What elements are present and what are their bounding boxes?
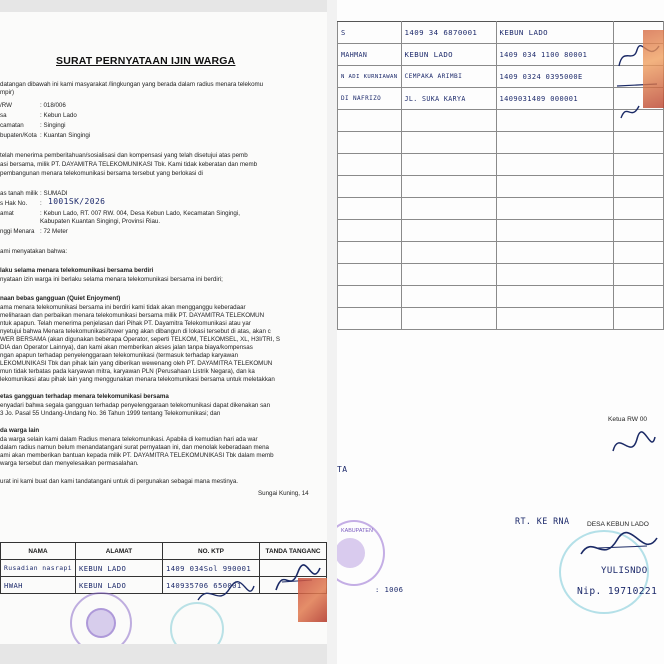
table-cell <box>338 286 402 308</box>
table-cell <box>613 176 663 198</box>
table-row <box>338 132 664 154</box>
field-label: /RW <box>0 102 12 109</box>
section-body: nyetujui bahwa Menara telekomunikasi/tower yang akan dibangun di lokasi tersebut di atas, akan c <box>0 328 271 335</box>
stamp-text: KABUPATEN <box>341 528 373 534</box>
table-row <box>338 154 664 176</box>
stamp-emblem <box>86 608 116 638</box>
table-cell <box>338 154 402 176</box>
table-cell <box>496 264 613 286</box>
table-row <box>338 242 664 264</box>
table-cell <box>401 308 496 330</box>
table-cell <box>496 176 613 198</box>
table-cell <box>613 220 663 242</box>
section-body: warga tersebut dan menyelesaikan permasalahan. <box>0 460 139 467</box>
table-cell <box>613 286 663 308</box>
table-cell: 1409 034 1100 80001 <box>496 44 613 66</box>
table-cell: DI NAFRIZO <box>338 88 402 110</box>
section-body: nyataan izin warga ini berlaku selama menara telekomunikasi bersama ini berdiri; <box>0 276 223 283</box>
table-cell: 1409 034Sol 990001 <box>162 560 259 577</box>
table-cell <box>338 308 402 330</box>
table-cell: KEBUN LADO <box>75 577 162 594</box>
table-cell: 1409031409 000001 <box>496 88 613 110</box>
ketua-rw-label: Ketua RW 00 <box>608 416 648 423</box>
section-body: LEKOMUNIKASI Tbk dan pihak lain yang diberikan wewenang oleh PT. DAYAMITRA TELEKOMUN <box>0 360 273 367</box>
field-value: : Kebun Lado, RT. 007 RW. 004, Desa Kebun Lado, Kecamatan Singingi, <box>40 210 240 217</box>
table-cell <box>338 198 402 220</box>
table-cell <box>613 132 663 154</box>
table-cell <box>401 286 496 308</box>
table-header-row <box>1 543 327 560</box>
table-cell <box>613 154 663 176</box>
section-body: meliharaan dan perbaikan menara telekomunikasi bersama milik PT. DAYAMITRA TELEKOMUN <box>0 312 265 319</box>
field-label: sa <box>0 112 7 119</box>
table-cell <box>338 176 402 198</box>
table-cell <box>401 154 496 176</box>
table-row <box>338 286 664 308</box>
signer-name: YULISNDO <box>601 566 648 576</box>
table-cell <box>496 154 613 176</box>
table-cell <box>496 110 613 132</box>
table-cell <box>613 264 663 286</box>
table-cell: KEBUN LADO <box>496 22 613 44</box>
table-cell <box>338 132 402 154</box>
field-value: : 018/006 <box>40 102 66 109</box>
village-head-signature <box>577 530 661 570</box>
field-value: : Kuantan Singingi <box>40 132 91 139</box>
handwritten-hak-number: 1001SK/2026 <box>48 197 106 206</box>
section-body: mun tidak terbatas pada karyawan mitra, karyawan PLN (Perusahaan Listrik Negara), dan ka <box>0 368 255 375</box>
table-cell: CEMPAKA ARIMBI <box>401 66 496 88</box>
table-header-cell: NAMA <box>1 543 76 560</box>
table-cell <box>613 242 663 264</box>
table-cell <box>613 308 663 330</box>
table-cell <box>496 220 613 242</box>
revenue-stamp <box>298 578 327 622</box>
table-header-cell: TANDA TANGANC <box>259 543 326 560</box>
table-row <box>338 198 664 220</box>
table-cell <box>401 264 496 286</box>
section-body: ami akan memberikan bantuan kepada milik PT. DAYAMITRA TELEKOMUNIKASI Tbk dalam memb <box>0 452 274 459</box>
paragraph-line: telah menerima pemberitahuan/sosialisasi dan kompensasi yang telah disetujui atas pemb <box>0 152 248 159</box>
table-header-cell: ALAMAT <box>75 543 162 560</box>
section-body: ama menara telekomunikasi bersama ini berdiri kami tidak akan mengganggu keberadaar <box>0 304 246 311</box>
table-cell <box>613 198 663 220</box>
section-body: dalam radius namun belum menandatangani surat pernyataan ini, dan menolak keberadaan mena <box>0 444 269 451</box>
table-cell: KEBUN LADO <box>75 560 162 577</box>
table-cell <box>401 176 496 198</box>
table-cell: 140935706 650001 <box>162 577 259 594</box>
statement-line: ami menyatakan bahwa: <box>0 248 68 255</box>
stamp-fragment: : 1006 <box>375 585 404 594</box>
left-document-page <box>0 12 327 644</box>
section-body: DIA dan Operator Lainnya), dan kami akan memberikan akses jalan tanpa biaya/kompensas <box>0 344 253 351</box>
table-cell: HWAH <box>1 577 76 594</box>
field-label: as tanah milik <box>0 190 38 197</box>
table-cell: JL. SUKA KARYA <box>401 88 496 110</box>
rt-label: RT. KE RNA <box>515 516 570 526</box>
table-cell <box>401 242 496 264</box>
table-header-cell: NO. KTP <box>162 543 259 560</box>
bottom-margin <box>0 644 327 664</box>
page-fragment-text: TA <box>337 465 348 474</box>
signer-nip: Nip. 19710221 <box>577 586 658 597</box>
section-body: WER BERSAMA (akan digunakan beberapa Operator, seperti TELKOM, TELKOMSEL, XL, H3I/TRI, S <box>0 336 281 343</box>
section-title: naan bebas gangguan (Quiet Enjoyment) <box>0 295 121 302</box>
table-cell <box>401 132 496 154</box>
section-title: da warga lain <box>0 427 40 434</box>
revenue-stamp <box>643 30 664 108</box>
section-body: lekomunikasi atau pihak lain yang menggunakan menara telekomunikasi bersama untuk meletakkan <box>0 376 275 383</box>
right-document-page <box>337 0 664 664</box>
table-cell <box>338 220 402 242</box>
table-cell: N ADI KURNIAWAN <box>338 66 402 88</box>
field-label: bupaten/Kota <box>0 132 37 139</box>
field-label: camatan <box>0 122 24 129</box>
field-value: : 72 Meter <box>40 228 68 235</box>
table-cell: 1409 0324 0395000E <box>496 66 613 88</box>
page-divider <box>327 0 337 664</box>
section-title: etas gangguan terhadap menara telekomunikasi bersama <box>0 393 169 400</box>
table-cell <box>496 198 613 220</box>
table-cell: 1409 34 6870001 <box>401 22 496 44</box>
table-row <box>338 176 664 198</box>
section-body: da warga selain kami dalam Radius menara telekomunikasi. Apabila di kemudian hari ada war <box>0 436 258 443</box>
table-cell <box>338 242 402 264</box>
table-cell <box>401 110 496 132</box>
place-date: Sungai Kuning, 14 <box>258 490 309 497</box>
table-cell <box>338 110 402 132</box>
table-cell: MAHMAN <box>338 44 402 66</box>
table-cell <box>496 242 613 264</box>
table-cell: Rusadian nasrapi <box>1 560 76 577</box>
table-cell: KEBUN LADO <box>401 44 496 66</box>
table-cell: S <box>338 22 402 44</box>
top-margin <box>0 0 327 12</box>
field-label: amat <box>0 210 14 217</box>
table-cell <box>496 132 613 154</box>
paragraph-line: pembangunan menara telekomunikasi bersama tersebut yang berlokasi di <box>0 170 203 177</box>
table-row <box>338 264 664 286</box>
intro-line: mpir) <box>0 89 15 96</box>
intro-line: datangan dibawah ini kami masyarakat /lingkungan yang berada dalam radius menara telekomu <box>0 81 264 88</box>
section-body: 3 Jo. Pasal 55 Undang-Undang No. 36 Tahun 1999 tentang Telekomunikasi; dan <box>0 410 221 417</box>
section-body: enyadari bahwa segala gangguan terhadap penyelenggaraan telekomunikasi dapat dikenakan san <box>0 402 271 409</box>
table-cell <box>401 220 496 242</box>
field-label: nggi Menara <box>0 228 35 235</box>
closing-line: urat ini kami buat dan kami tandatangani untuk di pergunakan sebagai mana mestinya. <box>0 478 239 485</box>
field-value: : SUMADI <box>40 190 68 197</box>
table-row <box>338 220 664 242</box>
field-value: : Kebun Lado <box>40 112 77 119</box>
section-body: ngan apapun terhadap penyelenggaraan telekomunikasi (termasuk terhadap karyawan <box>0 352 239 359</box>
table-cell <box>338 264 402 286</box>
section-title: laku selama menara telekomunikasi bersama berdiri <box>0 267 154 274</box>
table-cell <box>496 308 613 330</box>
section-body: ntuk apapun. Telah menerima penjelasan dari Pihak PT. Dayamitra Telekomunikasi atau yar <box>0 320 251 327</box>
table-cell <box>401 198 496 220</box>
document-title: SURAT PERNYATAAN IJIN WARGA <box>56 55 236 67</box>
field-label: s Hak No. <box>0 200 28 207</box>
table-cell <box>496 286 613 308</box>
paragraph-line: asi bersama, milik PT. DAYAMITRA TELEKOMUNIKASI Tbk. Kami tidak keberatan dan memb <box>0 161 258 168</box>
field-value: : <box>40 200 42 207</box>
table-row <box>338 308 664 330</box>
ketua-rw-signature <box>607 425 657 465</box>
field-value: : Singingi <box>40 122 66 129</box>
desa-label: DESA KEBUN LADO <box>587 521 649 528</box>
field-value: Kabupaten Kuantan Singingi, Provinsi Riau. <box>40 218 161 225</box>
